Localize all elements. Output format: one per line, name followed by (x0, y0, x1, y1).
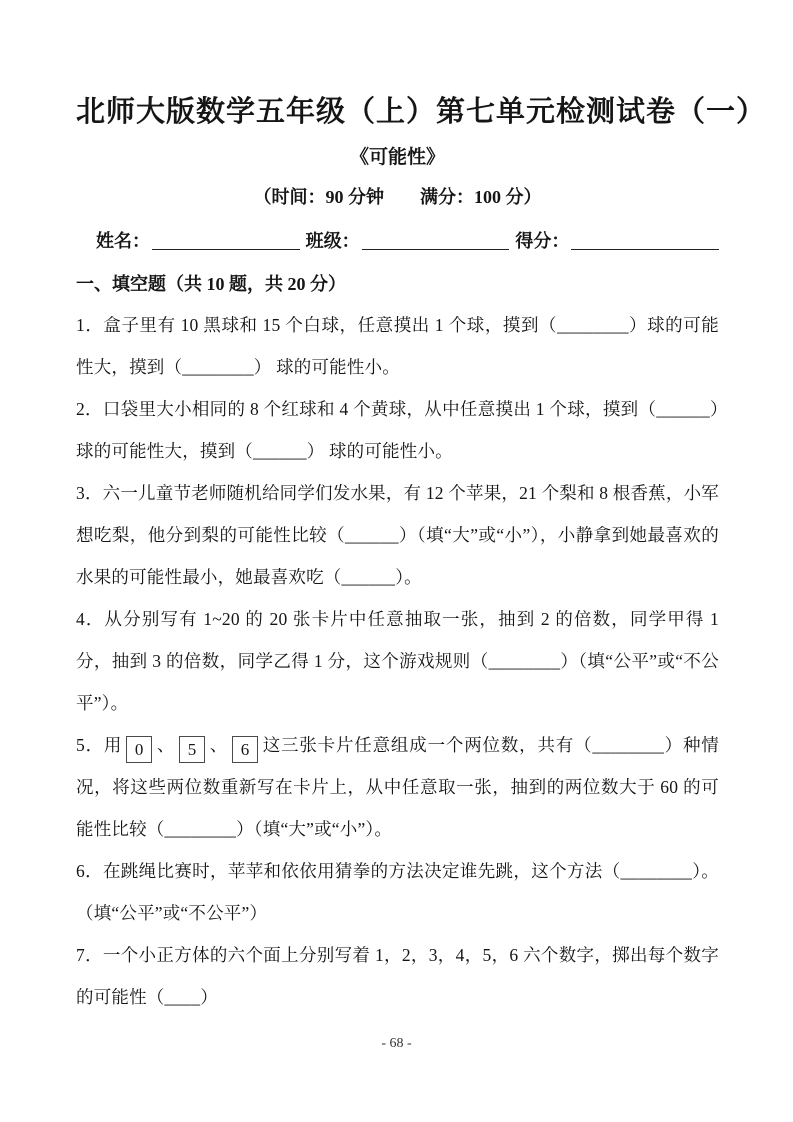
student-info-row (76, 227, 719, 255)
card-separator: 、 (156, 735, 176, 755)
class-label: 班级： (305, 231, 360, 251)
question-5-suffix: 这三张卡片任意组成一个两位数，共有（________）种情况，将这些两位数重新写在卡片上，从中任意取一张，抽到的两位数大于 60 的可能性比较（________）（填“大”或“小”）。 (76, 735, 719, 839)
question-2: 2．口袋里大小相同的 8 个红球和 4 个黄球，从中任意摸出 1 个球，摸到（______）球的可能性大，摸到（______） 球的可能性小。 (76, 399, 719, 461)
exam-info-line: （时间：90 分钟 满分：100 分） (253, 187, 542, 207)
name-label: 姓名： (96, 231, 150, 251)
question-1: 1．盒子里有 10 黑球和 15 个白球，任意摸出 1 个球，摸到（________）球的可能性大，摸到（________） 球的可能性小。 (76, 315, 719, 377)
question-6: 6．在跳绳比赛时，苹苹和依依用猜拳的方法决定谁先跳，这个方法（________）。（填“公平”或“不公平”） (76, 861, 719, 923)
exam-subtitle: 《可能性》 (349, 147, 445, 168)
question-4: 4．从分别写有 1~20 的 20 张卡片中任意抽取一张，抽到 2 的倍数，同学甲得 1 分，抽到 3 的倍数，同学乙得 1 分，这个游戏规则（________）（填“公平”或“不公平”）。 (76, 609, 719, 713)
digit-card-6: 6 (232, 736, 258, 763)
question-7: 7．一个小正方体的六个面上分别写着 1，2，3，4，5，6 六个数字，掷出每个数字的可能性（____） (76, 945, 719, 1007)
digit-card-0: 0 (126, 736, 152, 763)
question-list (76, 304, 719, 1018)
digit-card-5: 5 (179, 736, 205, 763)
page-number: - 68 - (381, 1036, 412, 1051)
section-heading-fill-in-blanks: 一、填空题（共 10 题，共 20 分） (76, 274, 346, 294)
question-3: 3．六一儿童节老师随机给同学们发水果，有 12 个苹果，21 个梨和 8 根香蕉，小军想吃梨，他分到梨的可能性比较（______）（填“大”或“小”），小静拿到她最喜欢的水果的可能性最小，她最喜欢吃（______）。 (76, 483, 719, 587)
page-title: 北师大版数学五年级（上）第七单元检测试卷（一） (76, 96, 767, 128)
score-label: 得分： (515, 231, 570, 251)
card-separator: 、 (209, 735, 229, 755)
name-blank-line (152, 248, 300, 250)
question-5 (76, 724, 719, 850)
score-blank-line (571, 248, 719, 250)
class-blank-line (362, 248, 510, 250)
question-5-prefix: 5．用 (76, 735, 123, 755)
